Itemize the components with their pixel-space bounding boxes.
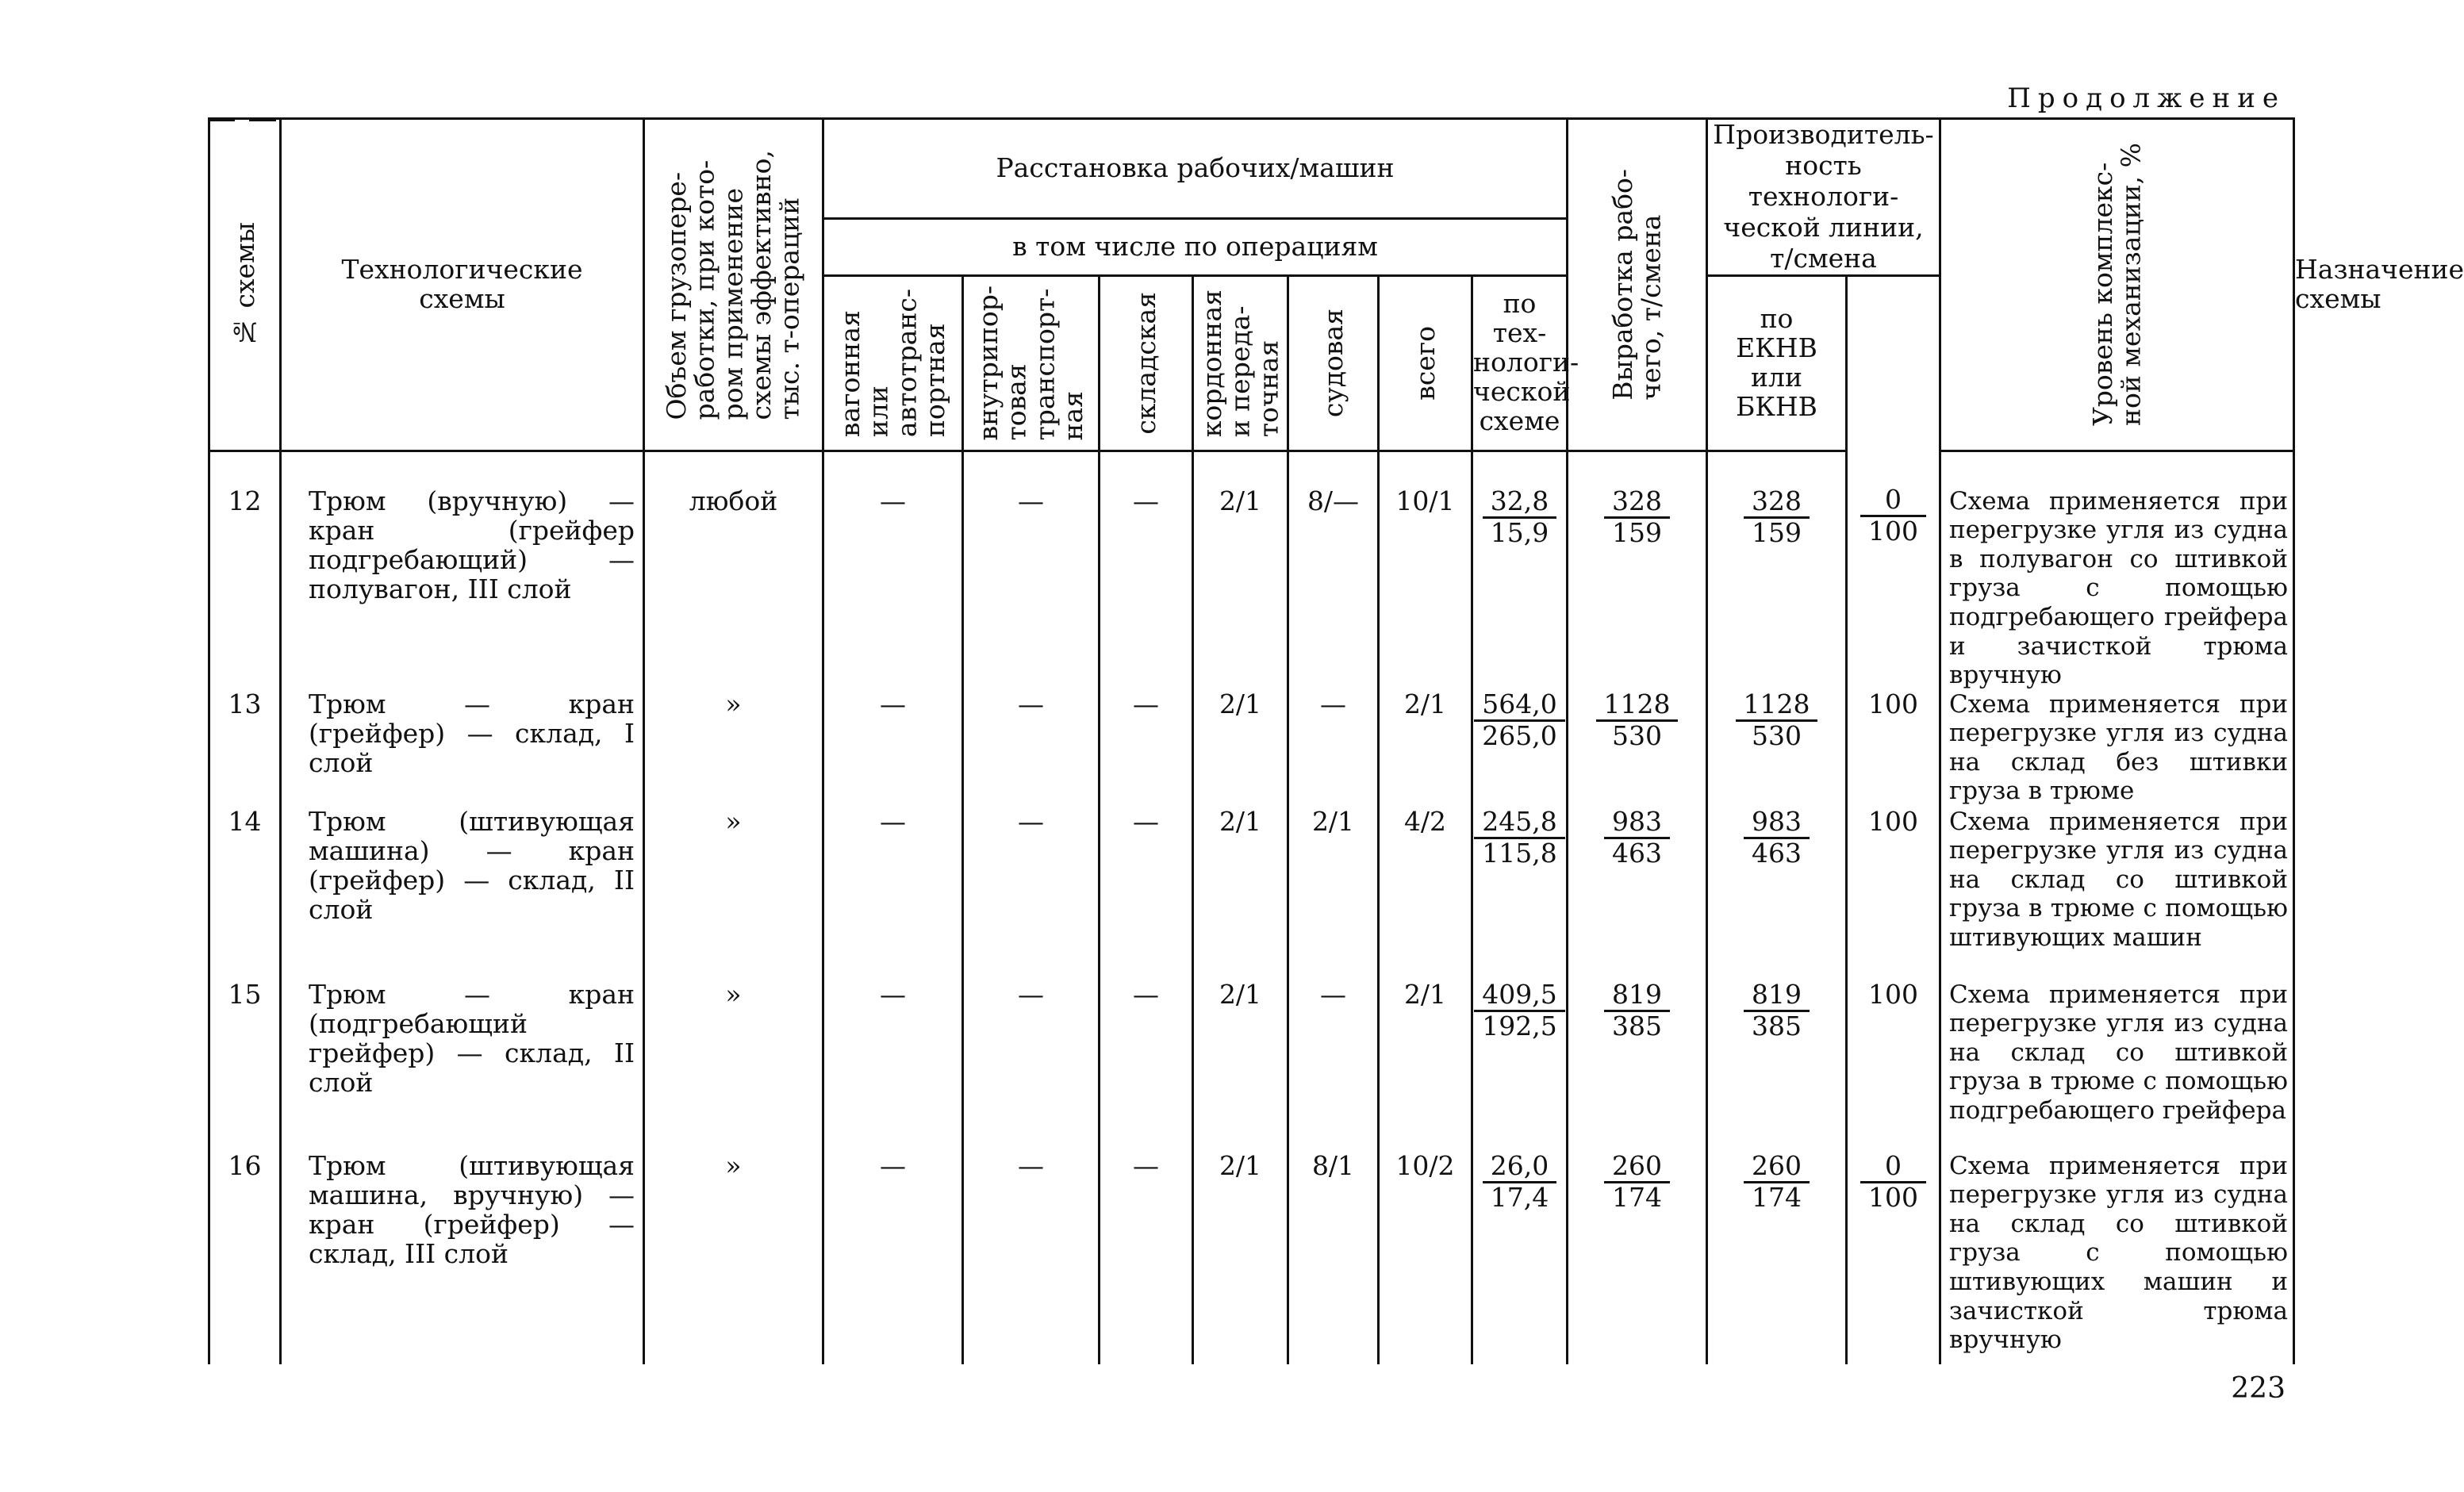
row-scheme: Трюм (штивующая машина, вручную) — кран (грейфер) — склад, III слой bbox=[281, 1152, 644, 1364]
row-prod-ekhv: $\frac{1128}{530}$ bbox=[1707, 690, 1847, 807]
row-purpose: Схема применяется при перегрузке угля из судна на склад со штивкой груза в трюме с помощью штивующих машин bbox=[1940, 807, 2294, 980]
row-prod-tech: $\frac{328}{159}$ bbox=[1568, 451, 1707, 690]
header-tech-schemes: Технологические схемы bbox=[281, 119, 644, 451]
row-total: 2/1 bbox=[1379, 690, 1472, 807]
row-scheme: Трюм (вручную) — кран (грейфер подгребающий) — полувагон, III слой bbox=[281, 451, 644, 690]
row-total: 10/1 bbox=[1379, 451, 1472, 690]
row-output: $\frac{409,5}{192,5}$ bbox=[1472, 980, 1568, 1152]
row-mech-level: $\frac{0}{100}$ bbox=[1847, 1152, 1940, 1364]
header-by-ekhv: по ЕКНВ или БКНВ bbox=[1707, 275, 1847, 451]
page-number: 223 bbox=[2231, 1372, 2286, 1405]
row-number: 16 bbox=[209, 1152, 281, 1364]
row-purpose: Схема применяется при перегрузке угля из судна на склад без штивки груза в трюме bbox=[1940, 690, 2294, 807]
table-row bbox=[209, 980, 2294, 1152]
row-volume: » bbox=[644, 690, 823, 807]
row-volume: » bbox=[644, 980, 823, 1152]
row-ship: 2/1 bbox=[1288, 807, 1379, 980]
row-warehouse: — bbox=[1100, 980, 1193, 1152]
header-internal: внутрипор- товая транспорт- ная bbox=[963, 275, 1100, 451]
row-kordon: 2/1 bbox=[1193, 1152, 1288, 1364]
row-ship: 8/1 bbox=[1288, 1152, 1379, 1364]
row-prod-tech: $\frac{819}{385}$ bbox=[1568, 980, 1707, 1152]
row-internal: — bbox=[963, 980, 1100, 1152]
row-prod-ekhv: $\frac{819}{385}$ bbox=[1707, 980, 1847, 1152]
header-mech-level: Уровень комплекс- ной механизации, % bbox=[1940, 119, 2294, 451]
row-number: 14 bbox=[209, 807, 281, 980]
row-number: 12 bbox=[209, 451, 281, 690]
row-volume: » bbox=[644, 807, 823, 980]
row-kordon: 2/1 bbox=[1193, 807, 1288, 980]
row-wagon: — bbox=[823, 807, 963, 980]
header-output: Выработка рабо- чего, т/смена bbox=[1568, 119, 1707, 451]
row-warehouse: — bbox=[1100, 690, 1193, 807]
row-mech-level: 100 bbox=[1847, 690, 1940, 807]
header-by-operations: в том числе по операциям bbox=[823, 218, 1568, 275]
row-output: $\frac{245,8}{115,8}$ bbox=[1472, 807, 1568, 980]
row-ship: — bbox=[1288, 690, 1379, 807]
row-prod-tech: $\frac{260}{174}$ bbox=[1568, 1152, 1707, 1364]
header-total: всего bbox=[1379, 275, 1472, 451]
row-output: $\frac{564,0}{265,0}$ bbox=[1472, 690, 1568, 807]
row-prod-ekhv: $\frac{260}{174}$ bbox=[1707, 1152, 1847, 1364]
row-wagon: — bbox=[823, 690, 963, 807]
row-number: 15 bbox=[209, 980, 281, 1152]
row-purpose: Схема применяется при перегрузке угля из судна в полувагон со штивкой груза с помощью подгребающего грейфера и зачисткой трюма вручную bbox=[1940, 451, 2294, 690]
row-total: 10/2 bbox=[1379, 1152, 1472, 1364]
row-warehouse: — bbox=[1100, 451, 1193, 690]
header-volume: Объем грузопере- работки, при кото- ром применение схемы эффективно, тыс. т-операций bbox=[644, 119, 823, 451]
header-by-tech: по тех- нологи- ческой схеме bbox=[1472, 275, 1568, 451]
row-internal: — bbox=[963, 1152, 1100, 1364]
row-prod-ekhv: $\frac{983}{463}$ bbox=[1707, 807, 1847, 980]
row-scheme: Трюм — кран (подгребающий грейфер) — склад, II слой bbox=[281, 980, 644, 1152]
row-volume: » bbox=[644, 1152, 823, 1364]
header-productivity: Производитель- ность технологи- ческой линии, т/смена bbox=[1707, 119, 1940, 276]
row-prod-ekhv: $\frac{328}{159}$ bbox=[1707, 451, 1847, 690]
header-ship: судовая bbox=[1288, 275, 1379, 451]
header-wagon: вагонная или автотранс- портная bbox=[823, 275, 963, 451]
row-number: 13 bbox=[209, 690, 281, 807]
row-ship: — bbox=[1288, 980, 1379, 1152]
row-wagon: — bbox=[823, 980, 963, 1152]
header-scheme-number: № схемы bbox=[209, 119, 281, 451]
row-total: 2/1 bbox=[1379, 980, 1472, 1152]
row-purpose: Схема применяется при перегрузке угля из судна на склад со штивкой груза в трюме с помощью подгребающего грейфера bbox=[1940, 980, 2294, 1152]
table-row bbox=[209, 807, 2294, 980]
row-total: 4/2 bbox=[1379, 807, 1472, 980]
row-purpose: Схема применяется при перегрузке угля из судна на склад со штивкой груза с помощью штивующих машин и зачисткой трюма вручную bbox=[1940, 1152, 2294, 1364]
row-kordon: 2/1 bbox=[1193, 980, 1288, 1152]
row-kordon: 2/1 bbox=[1193, 451, 1288, 690]
row-mech-level: $\frac{0}{100}$ bbox=[1847, 451, 1940, 690]
row-warehouse: — bbox=[1100, 807, 1193, 980]
row-scheme: Трюм (штивующая машина) — кран (грейфер) — склад, II слой bbox=[281, 807, 644, 980]
row-prod-tech: $\frac{1128}{530}$ bbox=[1568, 690, 1707, 807]
row-internal: — bbox=[963, 451, 1100, 690]
row-scheme: Трюм — кран (грейфер) — склад, I слой bbox=[281, 690, 644, 807]
row-volume: любой bbox=[644, 451, 823, 690]
row-warehouse: — bbox=[1100, 1152, 1193, 1364]
row-wagon: — bbox=[823, 451, 963, 690]
row-prod-tech: $\frac{983}{463}$ bbox=[1568, 807, 1707, 980]
header-placement: Расстановка рабочих/машин bbox=[823, 119, 1568, 219]
table-row bbox=[209, 451, 2294, 690]
row-wagon: — bbox=[823, 1152, 963, 1364]
row-internal: — bbox=[963, 807, 1100, 980]
table-row bbox=[209, 690, 2294, 807]
header-kordon: кордонная и переда- точная bbox=[1193, 275, 1288, 451]
row-output: $\frac{26,0}{17,4}$ bbox=[1472, 1152, 1568, 1364]
row-ship: 8/— bbox=[1288, 451, 1379, 690]
row-kordon: 2/1 bbox=[1193, 690, 1288, 807]
row-internal: — bbox=[963, 690, 1100, 807]
table-row bbox=[209, 1152, 2294, 1364]
continuation-caption: Продолжение bbox=[2007, 82, 2286, 114]
header-warehouse: складская bbox=[1100, 275, 1193, 451]
row-output: $\frac{32,8}{15,9}$ bbox=[1472, 451, 1568, 690]
technology-schemes-table: № схемы Технологические схемы Объем грузопере- работки, при кото- ром применение схемы эффективно, тыс. т-операций Расстановка рабочих/машин Выработка рабо- чего, т/смена Производитель- ность технологи- ческой линии, т/смена Уровень комплекс- ной механизации, % Назначение схемы в том числе по операциям вагонная или автотранс- портная внутрипор- товая транспорт- ная складская кордонная и переда- точная судовая всего по тех- нологи- ческой схеме по ЕКНВ или БКНВ 12 Трюм (вручную) — кран (грейфер подгребающий) — полувагон, III слой любой — — — 2/1 8/— 10/1 $\frac{32,8}{15,9}$ $\frac{328}{159}$ $\frac{328}{159}$ $\frac{0}{100}$ Схема применяется при перегрузке угля из судна в полувагон со штивкой груза с помощью подгребающего грейфера и зачисткой трюма вручную 13 Трюм — кран (грейфер) — склад, I слой » — — — 2/1 — 2/1 $\frac{564,0}{265,0}$ $\frac{1128}{530}$ $\frac{1128}{530}$ 100 Схема применяется при перегрузке угля из судна на склад без штивки груза в трюме 14 Трюм (штивующая машина) — кран (грейфер) — склад, II слой » — — — 2/1 2/1 4/2 $\frac{245,8}{115,8}$ $\frac{983}{463}$ $\frac{983}{463}$ 100 Схема применяется при перегрузке угля из судна на склад со штивкой груза в трюме с помощью штивующих машин 15 Трюм — кран (подгребающий грейфер) — склад, II слой » — — — 2/1 — 2/1 $\frac{409,5}{192,5}$ $\frac{819}{385}$ $\frac{819}{385}$ 100 Схема применяется при перегрузке угля из судна на склад со штивкой груза в трюме с помощью подгребающего грейфера 16 Трюм (штивующая машина, вручную) — кран (грейфер) — склад, III слой » — — — 2/1 8/1 10/2 $\frac{26,0}{17,4}$ $\frac{260}{174}$ $\frac{260}{174}$ $\frac{0}{100}$ Схема применяется при перегрузке угля из судна на склад со штивкой груза с помощью штивующих машин и зачисткой трюма вручную bbox=[208, 117, 2295, 1364]
row-mech-level: 100 bbox=[1847, 807, 1940, 980]
row-mech-level: 100 bbox=[1847, 980, 1940, 1152]
